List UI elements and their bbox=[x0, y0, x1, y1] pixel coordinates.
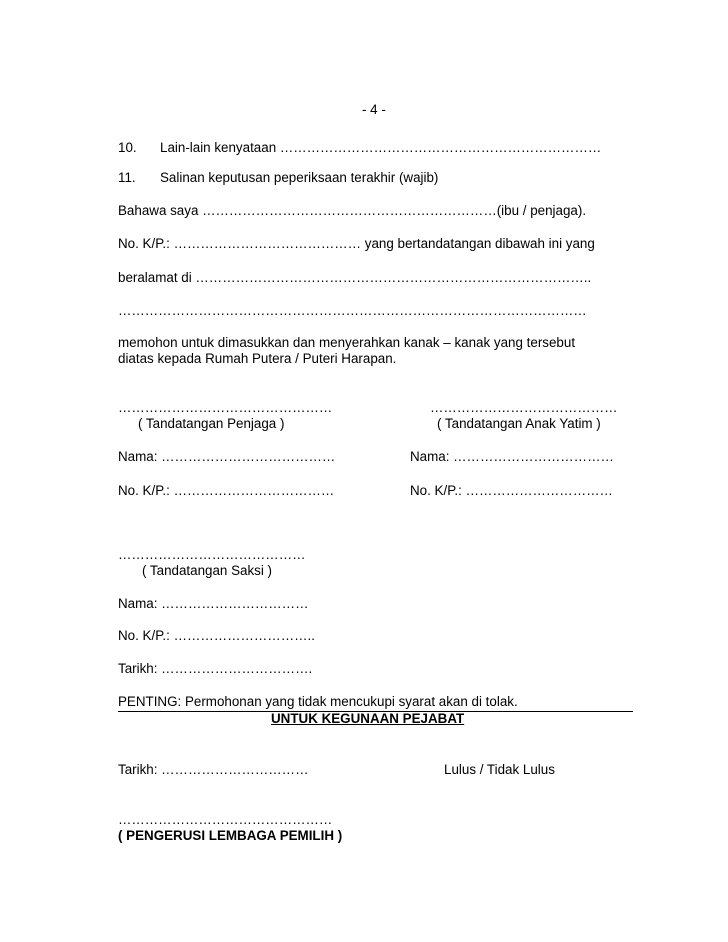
orphan-ic-field: No. K/P.: …………………………… bbox=[410, 483, 613, 498]
request-line-2: diatas kepada Rumah Putera / Puteri Harapan. bbox=[118, 351, 397, 366]
guardian-name-field: Nama: ………………………………… bbox=[118, 449, 336, 464]
orphan-name-field: Nama: ……………………………… bbox=[410, 449, 614, 464]
item-11-number: 11. bbox=[118, 170, 136, 185]
request-line-1: memohon untuk dimasukkan dan menyerahkan kanak – kanak yang tersebut bbox=[118, 335, 576, 350]
declaration-line-2: No. K/P.: …………………………………… yang bertandatangan dibawah ini yang bbox=[118, 236, 595, 251]
guardian-signature-line: ………………………………………… bbox=[118, 400, 333, 415]
orphan-signature-label: ( Tandatangan Anak Yatim ) bbox=[437, 416, 601, 431]
witness-signature-label: ( Tandatangan Saksi ) bbox=[142, 563, 273, 578]
witness-ic-field: No. K/P.: ………………………….. bbox=[118, 628, 315, 643]
office-date-field: Tarikh: …………………………… bbox=[118, 762, 309, 777]
orphan-signature-line: …………………………………… bbox=[430, 400, 618, 415]
item-10-text: Lain-lain kenyataan ……………………………………………………………… bbox=[160, 140, 602, 155]
witness-name-field: Nama: …………………………… bbox=[118, 596, 309, 611]
important-notice: PENTING: Permohonan yang tidak mencukupi syarat akan di tolak. bbox=[118, 694, 518, 709]
chair-signature-label: ( PENGERUSI LEMBAGA PEMILIH ) bbox=[118, 828, 343, 843]
approval-status: Lulus / Tidak Lulus bbox=[444, 762, 555, 777]
page-number: - 4 - bbox=[362, 102, 386, 117]
chair-signature-line: ………………………………………… bbox=[118, 812, 333, 827]
declaration-line-1: Bahawa saya …………………………………………………………(ibu / penjaga). bbox=[118, 203, 587, 218]
guardian-signature-label: ( Tandatangan Penjaga ) bbox=[138, 416, 285, 431]
declaration-line-4: …………………………………………………………………………………………… bbox=[118, 303, 587, 318]
witness-signature-line: …………………………………… bbox=[118, 547, 306, 562]
item-11-text: Salinan keputusan peperiksaan terakhir (wajib) bbox=[160, 170, 439, 185]
witness-date-field: Tarikh: ……………………………. bbox=[118, 661, 313, 676]
item-10-number: 10. bbox=[118, 140, 137, 155]
guardian-ic-field: No. K/P.: ……………………………… bbox=[118, 483, 335, 498]
office-use-heading: UNTUK KEGUNAAN PEJABAT bbox=[271, 711, 465, 726]
declaration-line-3: beralamat di …………………………………………………………………………….. bbox=[118, 270, 592, 285]
